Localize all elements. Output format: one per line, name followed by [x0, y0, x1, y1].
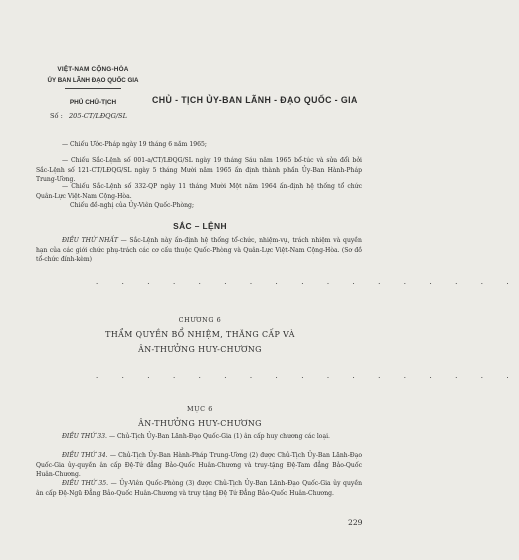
- issuer-header: [28, 66, 158, 106]
- article-33-text: — Chủ-Tịch Ủy-Ban Lãnh-Đạo Quốc-Gia (1) ân cấp huy chương các loại.: [108, 433, 330, 440]
- document-number-value: 205-CT/LĐQG/SL: [68, 112, 127, 120]
- document-title: CHỦ - TỊCH ỦY-BAN LÃNH - ĐẠO QUỐC - GIA: [152, 95, 358, 105]
- omission-dots: . . . . . . . . . . . . . . . . .: [96, 372, 519, 380]
- article-first-text: — Sắc-Lệnh này ấn-định hệ thống tổ-chức, nhiệm-vụ, trách nhiệm và quyền hạn của các giới chức phụ-trách các cơ cấu thuộc Quốc-Phòng và Quân-Lực Việt-Nam Cộng-Hòa. (Sơ đồ tổ-chức đính-kèm): [36, 237, 362, 264]
- section-title: ÂN-THƯỞNG HUY-CHƯƠNG: [138, 419, 262, 428]
- document-number: [50, 112, 127, 120]
- country-name: VIỆT-NAM CỘNG-HÒA: [57, 66, 129, 73]
- article-35-label: ĐIỀU THỨ 35.: [62, 480, 109, 487]
- decree-heading: SẮC – LỆNH: [173, 221, 227, 231]
- preamble-item: — Chiếu Sắc-Lệnh số 332-QP ngày 11 tháng Mười Một năm 1964 ấn-định hệ thống tổ chức Quân-Lực Việt-Nam Cộng-Hòa.: [36, 183, 362, 200]
- preamble-item: Chiếu đề-nghị của Ủy-Viên Quốc-Phòng;: [70, 202, 194, 209]
- chapter-title-line2: ÂN-THƯỞNG HUY-CHƯƠNG: [138, 345, 262, 354]
- article-35: [36, 479, 362, 498]
- committee-name: ỦY BAN LÃNH ĐẠO QUỐC GIA: [47, 77, 139, 84]
- chapter-label: CHƯƠNG 6: [178, 316, 222, 324]
- article-33-label: ĐIỀU THỨ 33.: [62, 433, 107, 440]
- article-34-text: — Chủ-Tịch Ủy-Ban Hành-Pháp Trung-Ương (2) được Chủ-Tịch Ủy-Ban Lãnh-Đạo Quốc-Gia ủy-quyền ân cấp Đệ-Tứ đẳng Bảo-Quốc Huân-Chương và truy-tặng Đệ-Tam đẳng Bảo-Quốc Huân-Chương.: [36, 452, 362, 479]
- omission-dots: . . . . . . . . . . . . . . . . .: [96, 278, 519, 286]
- office-name: PHỦ CHỦ-TỊCH: [69, 99, 117, 106]
- article-34-label: ĐIỀU THỨ 34.: [62, 452, 108, 459]
- preamble-item: — Chiếu Sắc-Lệnh số 001-a/CT/LĐQG/SL ngày 19 tháng Sáu năm 1965 bổ-túc và sửa đổi bởi Sắc-Lệnh số 121-CT/LĐQG/SL ngày 5 tháng Mười năm 1965 ấn định thành phần Ủy-Ban Hành-Pháp Trung-Ương.: [36, 157, 362, 184]
- article-33: [36, 432, 362, 442]
- section-label: MỤC 6: [187, 405, 213, 413]
- page-number: 229: [348, 518, 363, 527]
- article-34: [36, 451, 362, 480]
- article-35-text: — Ủy-Viên Quốc-Phòng (3) được Chủ-Tịch Ủy-Ban Lãnh-Đạo Quốc-Gia ủy quyền ân cấp Đệ-Ngũ Đẳng Bảo-Quốc Huân-Chương và truy tặng Đệ Tứ Đẳng Bảo-Quốc Huân-Chương.: [36, 480, 362, 497]
- header-rule: [65, 88, 121, 89]
- preamble-item: — Chiếu Ước-Pháp ngày 19 tháng 6 năm 1965;: [62, 141, 207, 148]
- article-first: [36, 236, 362, 265]
- document-number-label: Số :: [50, 112, 63, 120]
- chapter-title-line1: THẨM QUYỀN BỔ NHIỆM, THĂNG CẤP VÀ: [105, 330, 295, 339]
- article-first-label: ĐIỀU THỨ NHẤT: [62, 237, 118, 244]
